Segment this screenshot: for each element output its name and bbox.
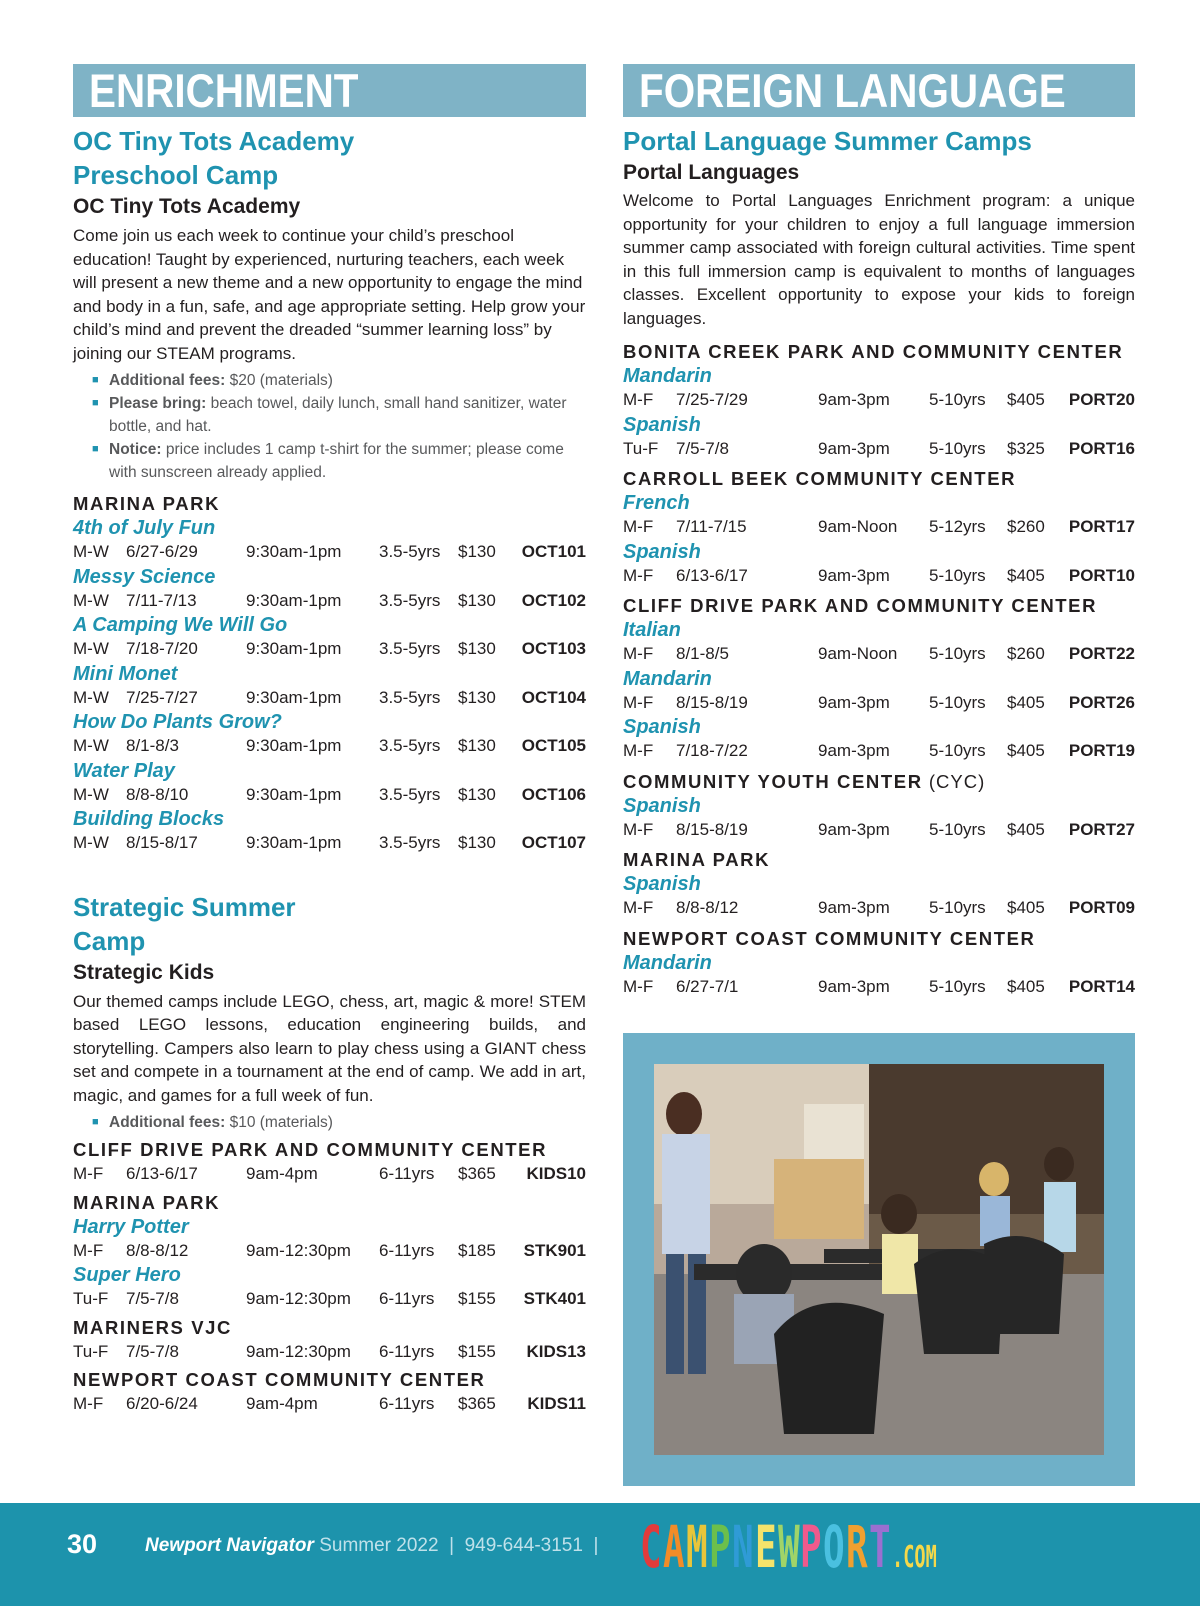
class-ages: 5-10yrs	[929, 644, 986, 663]
class-ages: 6-11yrs	[379, 1341, 435, 1361]
class-code: PORT19	[1068, 741, 1135, 760]
campnewport-logo[interactable]	[640, 1513, 964, 1581]
note-label: Additional fees:	[109, 1114, 226, 1131]
class-row	[623, 642, 1135, 667]
class-time: 9am-4pm	[246, 1394, 318, 1413]
class-days: M-F	[73, 1394, 104, 1413]
bullet-icon: ■	[92, 443, 99, 455]
class-code: KIDS13	[526, 1341, 586, 1361]
class-name: Italian	[623, 619, 681, 641]
class-row	[73, 1162, 586, 1187]
class-price: $130	[458, 639, 496, 658]
class-ages: 3.5-5yrs	[379, 736, 441, 755]
class-time: 9am-3pm	[818, 819, 890, 839]
program-notes	[92, 369, 586, 484]
class-price: $130	[458, 833, 496, 852]
class-name: Mandarin	[623, 365, 712, 387]
class-code: PORT10	[1068, 565, 1135, 585]
note-item	[92, 1111, 586, 1134]
class-dates: 8/1-8/5	[676, 644, 729, 663]
class-name: Spanish	[623, 794, 701, 817]
class-price: $130	[458, 736, 496, 755]
logo-letter: C	[640, 1513, 662, 1581]
program-description: Come join us each week to continue your child’s preschool education! Taught by experienced, nurturing teachers, each week will present a new theme and a new opportunity to engage the mind and body in a fun, safe, and age appropriate setting. Help grow your child’s mind and prevent the dreaded “summer learning loss” by joining our STEAM programs.	[73, 226, 586, 363]
class-ages: 6-11yrs	[379, 1240, 435, 1260]
logo-letter: R	[846, 1513, 868, 1581]
class-dates: 7/11-7/13	[126, 590, 197, 610]
class-dates: 7/25-7/29	[676, 390, 748, 409]
logo-letter: N	[731, 1513, 754, 1581]
class-time: 9:30am-1pm	[246, 784, 342, 804]
note-label: Notice:	[109, 441, 162, 458]
class-row	[623, 975, 1135, 1000]
class-name: Mandarin	[623, 667, 712, 690]
location-name: NEWPORT COAST COMMUNITY CENTER	[623, 927, 1036, 949]
class-name: Building Blocks	[73, 808, 225, 830]
class-name: Spanish	[623, 540, 701, 563]
class-code: PORT26	[1068, 692, 1135, 712]
class-price: $405	[1007, 819, 1045, 839]
logo-letter: M	[685, 1513, 708, 1581]
class-code: OCT104	[521, 687, 586, 707]
class-code: KIDS11	[527, 1394, 586, 1413]
class-row	[623, 437, 1135, 462]
class-price: $130	[458, 784, 496, 804]
class-time: 9am-3pm	[818, 741, 890, 760]
class-name: Super Hero	[73, 1264, 181, 1286]
location-sections	[623, 340, 1135, 999]
class-ages: 5-10yrs	[929, 692, 986, 712]
class-days: M-F	[623, 644, 654, 663]
class-ages: 3.5-5yrs	[379, 590, 441, 610]
class-price: $130	[458, 590, 496, 610]
class-time: 9am-12:30pm	[246, 1341, 351, 1361]
class-code: OCT102	[521, 590, 586, 610]
footer-separator: |	[582, 1535, 599, 1556]
class-code: KIDS10	[526, 1164, 586, 1183]
class-days: M-W	[73, 784, 109, 804]
program-title-line: Preschool Camp	[73, 160, 279, 190]
class-price: $405	[1007, 976, 1045, 996]
class-price: $325	[1007, 438, 1045, 458]
location-name: CLIFF DRIVE PARK AND COMMUNITY CENTER	[623, 595, 1098, 616]
logo-letter: T	[869, 1513, 891, 1581]
class-ages: 6-11yrs	[379, 1394, 435, 1413]
class-time: 9am-Noon	[818, 644, 898, 663]
footer-text	[145, 1535, 598, 1557]
class-dates: 7/25-7/27	[126, 687, 198, 707]
location-sections	[73, 1138, 586, 1417]
logo-letter: P	[708, 1513, 731, 1581]
class-days: M-F	[623, 517, 654, 536]
logo-letter: O	[823, 1513, 846, 1581]
logo-letter: E	[754, 1513, 777, 1581]
class-days: M-F	[623, 692, 654, 712]
class-code: STK901	[523, 1240, 586, 1260]
class-dates: 8/8-8/12	[126, 1240, 189, 1260]
class-price: $260	[1007, 517, 1045, 536]
class-price: $405	[1007, 898, 1045, 917]
program-description: Our themed camps include LEGO, chess, art, magic & more! STEM based LEGO lessons, education engineering builds, and storytelling. Campers also learn to play chess using a GIANT chess set and compete in a tournament at the end of camp. We add in art, magic, and games for a full week of fun.	[73, 991, 586, 1105]
class-dates: 7/5-7/8	[126, 1341, 179, 1361]
program-description: Welcome to Portal Languages Enrichment program: a unique opportunity for your children to enjoy a full language immersion summer camp associated with foreign cultural activities. Time spent in this full immersion camp is equivalent to months of languages classes. Excellent opportunity to expose your kids to foreign languages.	[623, 191, 1135, 328]
location-heading: MARINERS VJC	[73, 1316, 232, 1338]
class-code: PORT17	[1068, 517, 1135, 536]
logo-letter: W	[777, 1513, 800, 1581]
class-ages: 3.5-5yrs	[379, 833, 441, 852]
class-code: OCT103	[521, 639, 586, 658]
class-code: PORT27	[1068, 819, 1135, 839]
class-days: M-W	[73, 542, 109, 561]
class-row	[73, 589, 586, 614]
class-price: $130	[458, 542, 496, 561]
note-item	[92, 369, 586, 392]
class-days: M-F	[623, 976, 654, 996]
class-code: PORT22	[1068, 644, 1135, 663]
class-time: 9am-12:30pm	[246, 1240, 351, 1260]
bullet-icon: ■	[92, 397, 99, 409]
class-row	[73, 1287, 586, 1312]
note-text: beach towel, daily lunch, small hand sanitizer, water bottle, and hat.	[109, 395, 567, 435]
footer-separator: |	[438, 1535, 465, 1556]
class-time: 9am-3pm	[818, 438, 890, 458]
note-text: $20 (materials)	[225, 372, 333, 389]
program-title	[73, 124, 586, 192]
class-time: 9:30am-1pm	[246, 833, 342, 852]
class-time: 9:30am-1pm	[246, 639, 342, 658]
location-name: CARROLL BEEK COMMUNITY CENTER	[623, 468, 1017, 489]
class-row	[73, 1239, 586, 1264]
class-dates: 8/15-8/19	[676, 692, 748, 712]
class-ages: 5-12yrs	[929, 517, 986, 536]
provider-name: Strategic Kids	[73, 960, 215, 984]
note-item	[92, 438, 586, 484]
note-text: price includes 1 camp t-shirt for the summer; please come with sunscreen already applied.	[109, 441, 564, 481]
phone-number: 949-644-3151	[464, 1535, 583, 1556]
class-ages: 5-10yrs	[929, 898, 986, 917]
class-price: $405	[1007, 390, 1045, 409]
class-days: M-F	[623, 565, 654, 585]
location-name: BONITA CREEK PARK AND COMMUNITY CENTER	[623, 341, 1124, 362]
class-code: PORT09	[1068, 898, 1135, 917]
class-code: STK401	[523, 1289, 586, 1308]
class-dates: 6/27-6/29	[126, 542, 198, 561]
class-time: 9am-3pm	[818, 565, 890, 585]
location-heading	[623, 927, 1135, 951]
class-ages: 3.5-5yrs	[379, 687, 441, 707]
class-dates: 8/1-8/3	[126, 736, 179, 755]
class-time: 9am-12:30pm	[246, 1289, 351, 1308]
location-heading	[623, 848, 1135, 872]
logo-letter: A	[662, 1513, 685, 1581]
photo-frame	[623, 1033, 1135, 1486]
class-ages: 3.5-5yrs	[379, 784, 441, 804]
class-dates: 6/13-6/17	[126, 1164, 198, 1183]
class-dates: 6/27-7/1	[676, 976, 739, 996]
class-dates: 6/20-6/24	[126, 1394, 198, 1413]
class-row	[73, 637, 586, 662]
class-dates: 7/5-7/8	[676, 438, 729, 458]
class-time: 9:30am-1pm	[246, 736, 342, 755]
bullet-icon: ■	[92, 1116, 99, 1128]
enrichment-column	[73, 64, 586, 1417]
class-days: M-W	[73, 736, 109, 755]
location-heading: MARINA PARK	[73, 493, 221, 514]
class-price: $260	[1007, 644, 1045, 663]
location-heading: MARINA PARK	[73, 1191, 221, 1213]
class-ages: 5-10yrs	[929, 976, 986, 996]
class-price: $155	[458, 1289, 496, 1308]
class-row	[73, 783, 586, 808]
class-dates: 8/15-8/17	[126, 833, 198, 852]
location-heading	[623, 340, 1135, 364]
location-heading	[623, 770, 1135, 794]
class-name: French	[623, 492, 690, 514]
class-row	[623, 388, 1135, 413]
class-name: Messy Science	[73, 565, 216, 588]
class-row	[73, 1392, 586, 1417]
class-time: 9:30am-1pm	[246, 687, 342, 707]
class-dates: 7/5-7/8	[126, 1289, 179, 1308]
class-dates: 7/18-7/22	[676, 741, 748, 760]
class-code: OCT101	[521, 542, 586, 561]
class-row	[73, 831, 586, 856]
class-days: Tu-F	[73, 1341, 109, 1361]
class-code: PORT20	[1068, 390, 1135, 409]
class-time: 9am-3pm	[818, 976, 890, 996]
page-number: 30	[67, 1529, 98, 1559]
class-dates: 7/11-7/15	[676, 517, 747, 536]
program-title: Portal Language Summer Camps	[623, 126, 1032, 156]
season-text: Summer 2022	[313, 1535, 439, 1556]
location-heading	[623, 594, 1135, 618]
enrichment-banner: ENRICHMENT	[73, 64, 586, 117]
class-time: 9am-3pm	[818, 692, 890, 712]
program-title-line: Camp	[73, 925, 146, 956]
class-days: M-W	[73, 833, 109, 852]
class-ages: 6-11yrs	[379, 1164, 435, 1183]
class-name: Mini Monet	[73, 662, 178, 685]
foreign-language-column	[623, 64, 1135, 999]
class-price: $130	[458, 687, 496, 707]
page-footer	[0, 1503, 1200, 1606]
class-row	[623, 691, 1135, 716]
class-ages: 5-10yrs	[929, 741, 986, 760]
class-row	[623, 564, 1135, 589]
note-label: Additional fees:	[109, 372, 226, 389]
program-title-line: Strategic Summer	[73, 891, 296, 922]
class-days: Tu-F	[73, 1289, 109, 1308]
program-title	[73, 890, 586, 958]
classroom-photo	[654, 1064, 1104, 1455]
class-ages: 5-10yrs	[929, 565, 986, 585]
class-price: $365	[458, 1164, 496, 1183]
class-days: M-F	[73, 1164, 104, 1183]
class-row	[73, 1340, 586, 1365]
class-price: $405	[1007, 565, 1045, 585]
class-time: 9:30am-1pm	[246, 542, 342, 561]
class-code: OCT106	[521, 784, 586, 804]
class-days: M-F	[73, 1240, 104, 1260]
class-ages: 6-11yrs	[379, 1289, 435, 1308]
logo-letter: P	[800, 1513, 823, 1581]
class-days: M-W	[73, 687, 109, 707]
class-row	[623, 739, 1135, 764]
program-title-line: OC Tiny Tots Academy	[73, 126, 355, 156]
class-price: $365	[458, 1394, 496, 1413]
class-time: 9am-3pm	[818, 898, 890, 917]
note-item	[92, 392, 586, 438]
class-code: OCT107	[521, 833, 586, 852]
class-row	[623, 818, 1135, 843]
class-time: 9am-4pm	[246, 1164, 318, 1183]
location-name: MARINA PARK	[623, 849, 771, 870]
class-name: Harry Potter	[73, 1215, 189, 1238]
class-dates: 7/18-7/20	[126, 639, 198, 658]
class-code: OCT105	[521, 736, 586, 755]
class-dates: 8/8-8/10	[126, 784, 189, 804]
class-list	[73, 516, 586, 856]
location-suffix: (CYC)	[922, 770, 986, 792]
foreign-language-banner: FOREIGN LANGUAGE	[623, 64, 1135, 117]
class-code: PORT16	[1068, 438, 1135, 458]
class-days: M-F	[623, 741, 654, 760]
class-row	[623, 896, 1135, 921]
class-name: Water Play	[73, 759, 175, 782]
class-ages: 3.5-5yrs	[379, 542, 441, 561]
publication-name: Newport Navigator	[145, 1535, 314, 1556]
logo-suffix: .COM	[892, 1540, 937, 1575]
location-heading	[623, 467, 1135, 491]
classroom-illustration	[654, 1064, 1104, 1455]
provider-name: Portal Languages	[623, 161, 800, 184]
class-days: M-F	[623, 819, 654, 839]
location-heading: NEWPORT COAST COMMUNITY CENTER	[73, 1369, 486, 1390]
class-time: 9am-Noon	[818, 517, 898, 536]
class-ages: 5-10yrs	[929, 438, 986, 458]
class-days: M-W	[73, 639, 109, 658]
class-ages: 5-10yrs	[929, 390, 986, 409]
location-heading: CLIFF DRIVE PARK AND COMMUNITY CENTER	[73, 1139, 548, 1160]
class-price: $155	[458, 1341, 496, 1361]
note-text: $10 (materials)	[225, 1114, 333, 1131]
class-name: Spanish	[623, 716, 701, 738]
location-name: COMMUNITY YOUTH CENTER	[623, 770, 923, 792]
provider-name: OC Tiny Tots Academy	[73, 195, 301, 218]
class-ages: 5-10yrs	[929, 819, 986, 839]
class-dates: 8/15-8/19	[676, 819, 748, 839]
class-days: M-F	[623, 898, 654, 917]
class-row	[73, 734, 586, 759]
class-name: How Do Plants Grow?	[73, 711, 282, 733]
bullet-icon: ■	[92, 374, 99, 386]
class-row	[623, 515, 1135, 540]
class-row	[73, 540, 586, 565]
class-row	[73, 686, 586, 711]
class-name: Spanish	[623, 873, 701, 895]
class-ages: 3.5-5yrs	[379, 639, 441, 658]
class-dates: 8/8-8/12	[676, 898, 739, 917]
program-notes	[92, 1111, 586, 1134]
class-code: PORT14	[1068, 976, 1135, 996]
note-label: Please bring:	[109, 395, 207, 412]
class-time: 9am-3pm	[818, 390, 890, 409]
class-time: 9:30am-1pm	[246, 590, 342, 610]
class-days: M-W	[73, 590, 109, 610]
class-price: $405	[1007, 741, 1045, 760]
class-name: A Camping We Will Go	[73, 614, 288, 636]
class-days: M-F	[623, 390, 654, 409]
class-days: Tu-F	[623, 438, 659, 458]
class-dates: 6/13-6/17	[676, 565, 748, 585]
class-name: 4th of July Fun	[73, 517, 216, 539]
class-name: Spanish	[623, 413, 701, 436]
class-name: Mandarin	[623, 951, 712, 974]
class-price: $185	[458, 1240, 496, 1260]
class-price: $405	[1007, 692, 1045, 712]
